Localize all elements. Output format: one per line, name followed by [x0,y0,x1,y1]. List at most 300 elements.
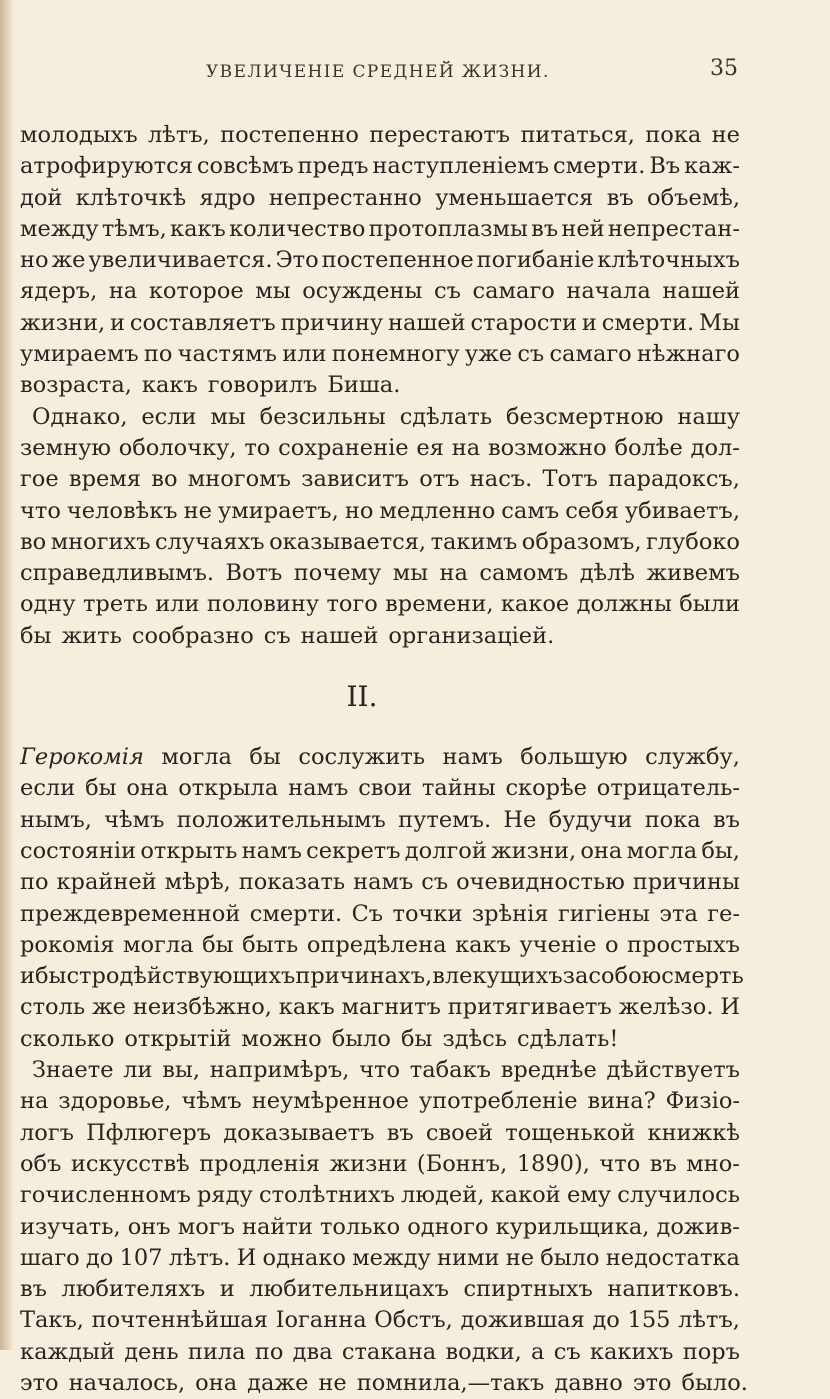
word: на [20,1088,49,1115]
word: логъ [20,1119,74,1146]
word: мы [255,278,291,305]
word: это [20,1369,59,1396]
text-line [20,1180,740,1211]
word: если [141,403,197,430]
word: и [219,1276,235,1303]
word: ними [437,1244,500,1271]
word: въ [606,184,634,211]
text-line [20,1086,740,1117]
word: ядеръ, [20,278,98,305]
word: Не [503,806,537,833]
word: объемѣ, [647,184,740,211]
word: питаться, [520,122,635,148]
word: какой [490,1182,561,1209]
italic-term: Герокомія [20,744,144,771]
word: рокомія [20,931,115,958]
word: что [20,497,61,524]
word: треть [82,591,148,618]
word: онъ [127,1213,171,1240]
word: притягиваетъ [447,994,612,1021]
word: на [451,434,481,461]
word: постепенное [321,247,474,274]
word: 1890), [516,1150,590,1177]
word: не [183,497,212,524]
word: изучать, [20,1213,121,1240]
text-line [20,370,740,401]
text-line [20,183,740,214]
word: мно- [686,1150,740,1177]
word: Такъ, [20,1307,84,1334]
word: непрестан- [607,215,740,242]
word: по [20,869,49,896]
word: уже [464,341,513,368]
word: Знаете [32,1057,114,1084]
word: самаго [472,278,555,305]
word: то [244,434,271,461]
word: сдѣлать [399,403,493,430]
word: (Боннъ, [416,1150,508,1177]
word: нымъ, [20,806,92,833]
word: стакана [341,1338,437,1365]
word: возможно [487,434,607,461]
text-line [20,308,740,339]
word: же [51,247,86,274]
word: могла [161,744,232,771]
word: вина? [587,1088,656,1115]
word: живемъ [646,560,740,587]
word: тощенькой [505,1119,636,1146]
word: по [143,341,173,368]
word: или [282,341,327,368]
word: Обстъ, [374,1307,453,1334]
text-line [20,742,740,773]
word: опредѣлена [306,931,447,958]
word: въ [531,215,559,242]
word: дѣлѣ [579,560,635,587]
word: бы [20,622,52,649]
word: скорѣе [505,775,587,802]
word: какъ [455,931,511,958]
word: службу, [645,744,740,771]
word: Тотъ [542,466,598,493]
word: бы [400,1025,433,1052]
word: бы [85,775,117,802]
word: лѣтъ, [678,1307,740,1334]
word: въ [713,806,740,833]
word: курильщика, [495,1213,650,1240]
word: о [604,931,619,958]
word: но [20,247,49,274]
word: только [319,1213,401,1240]
word: неизбѣжно, [132,994,272,1021]
word: нашей [300,622,379,649]
word: употребленіе [418,1088,578,1115]
word: любителяхъ [61,1276,206,1303]
word: шаго [20,1244,80,1271]
word: какъ [141,372,198,399]
word: болѣе [614,434,683,461]
word: предъ [297,153,369,180]
word: понемногу [331,341,460,368]
word: которое [148,278,244,305]
word: поръ [682,1338,740,1365]
word: табакъ [409,1057,491,1084]
text-line [20,992,740,1023]
text-line [20,1212,740,1243]
word: непрестанно [268,184,422,211]
word: найти [242,1213,313,1240]
text-line [20,930,740,961]
word: быть [242,931,299,958]
word: съ [434,278,461,305]
word: какихъ [589,1338,674,1365]
word: образомъ, [521,528,642,555]
word: дол- [690,434,740,461]
word: а [531,1338,545,1365]
word: не [711,122,740,148]
text-line [20,1149,740,1180]
word: съ [263,622,291,649]
word: начала [566,278,651,305]
word: съ [517,341,545,368]
word: точки [392,900,463,927]
word: напитковъ. [607,1276,740,1303]
word: Въ [649,153,681,180]
word: каждый [20,1338,115,1365]
word: Физіо- [665,1088,740,1115]
word: смерти. [553,153,646,180]
word: магнитъ [341,994,441,1021]
word: самаго [549,341,632,368]
word: гочисленномъ [20,1182,191,1209]
word: съ [553,1338,581,1365]
word: ли [123,1057,153,1084]
word: до [85,1244,114,1271]
word: и [110,309,125,336]
word: умираемъ [20,341,139,368]
word: половину [206,591,320,618]
text-line [20,276,740,307]
text-line [20,1274,740,1305]
word: собою [588,963,662,990]
word: одну [20,591,76,618]
word: столь [20,994,86,1021]
word: сдѣлать! [517,1025,619,1052]
text-line [20,120,740,151]
word: открытій [124,1025,232,1052]
word: глубоко [645,528,740,555]
word: лѣтъ, [148,122,210,148]
word: или [155,591,200,618]
word: давно [554,1369,623,1396]
word: здоровье, [58,1088,172,1115]
word: справедливымъ. [20,560,215,587]
text-line [20,773,740,804]
word: желѣзо. [618,994,714,1021]
word: бы [249,744,281,771]
word: было [331,1025,391,1052]
text-line [20,558,740,589]
word: пила [187,1338,246,1365]
word: во [151,466,178,493]
word: недостатка [605,1244,740,1271]
word: оболочку, [118,434,237,461]
word: осуждены [302,278,423,305]
word: въ [386,1119,414,1146]
word: сохраненіе [278,434,409,461]
word: клѣточныхъ [597,247,740,274]
text-line [20,836,740,867]
word: не [318,1369,347,1396]
text-line [20,151,740,182]
word: совсѣмъ [196,153,294,180]
text-line [20,621,740,652]
word: на [439,560,468,587]
word: ядро [199,184,256,211]
paragraph-4 [20,1055,748,1399]
word: зависитъ [301,466,409,493]
paragraph-2 [20,402,740,652]
page-header [20,54,740,90]
word: нашей [662,278,740,305]
word: намъ [353,869,414,896]
word: Іоганна [275,1307,367,1334]
word: она [195,1369,238,1396]
word: же [91,994,126,1021]
word: уменьшается [435,184,594,211]
word: намъ [442,744,503,771]
word: мы [392,560,429,587]
word: дожившая [460,1307,585,1334]
text-line [20,805,740,836]
text-line [20,1337,740,1368]
word: могла [123,931,194,958]
word: нѣжнаго [636,341,740,368]
word: такимъ [430,528,518,555]
word: тайны [421,775,496,802]
word: напримѣръ, [209,1057,350,1084]
word: что [599,1150,641,1177]
word: сколько [20,1025,115,1052]
word: чѣмъ [104,806,165,833]
word: человѣкъ [66,497,178,524]
word: во [20,528,47,555]
word: Вотъ [225,560,283,587]
word: показать [238,869,346,896]
text-line [20,1305,740,1336]
word: оказывается, [269,528,427,555]
word: 155 [627,1307,671,1334]
word: случаяхъ [155,528,265,555]
word: это [632,1369,672,1396]
word: помнила,—такъ [356,1369,545,1396]
word: большую [520,744,628,771]
word: протоплазмы [368,215,528,242]
word: молодыхъ [20,122,138,148]
word: ге- [707,900,740,927]
text-line [20,464,740,495]
word: жизни [329,1150,408,1177]
word: многомъ [187,466,291,493]
word: можно [241,1025,322,1052]
word: она [126,775,169,802]
text-line [20,433,740,464]
text-line [20,961,744,992]
text-line [20,214,740,245]
word: времени, [385,591,494,618]
word: гое [20,466,59,493]
text-line [20,589,740,620]
text-line [20,1055,740,1086]
word: умираетъ, [217,497,339,524]
word: лѣтъ. [168,1244,231,1271]
text-line [20,1243,740,1274]
word: но [344,497,374,524]
word: дѣйствуетъ [606,1057,740,1084]
page-number: 35 [710,56,738,81]
text-line [20,1118,740,1149]
word: между [352,1244,431,1271]
word: искусствѣ [70,1150,190,1177]
word: отъ [419,466,460,493]
word: положительнымъ [176,806,386,833]
word: день [124,1338,179,1365]
word: нашу [677,403,740,430]
word: причины [632,869,740,896]
word: ряду [197,1182,253,1209]
word: земную [20,434,111,461]
word: парадоксъ, [608,466,740,493]
word: будучи [548,806,633,833]
word: пока [645,122,702,148]
section-heading: II. [346,680,378,714]
word: одного [407,1213,489,1240]
word: того [326,591,378,618]
word: наступленіемъ [372,153,550,180]
word: если [20,775,76,802]
word: долгой [404,837,487,864]
word: какъ [170,215,226,242]
running-title: УВЕЛИЧЕНІЕ СРЕДНЕЙ ЖИЗНИ. [206,62,550,82]
text-line [20,496,740,527]
word: гигіены [557,900,650,927]
word: Мы [699,309,740,336]
word: водки, [445,1338,522,1365]
word: жизни, [491,837,577,864]
word: даже [247,1369,309,1396]
text-line [20,339,740,370]
word: жизни, [20,309,106,336]
word: дой [20,184,63,211]
paragraph-continued [20,120,740,402]
word: могъ [177,1213,235,1240]
word: говорилъ [207,372,318,399]
word: открыла [178,775,279,802]
word: состояніи [20,837,137,864]
word: Съ [351,900,384,927]
word: смерти. [249,900,343,927]
word: возраста, [20,372,132,399]
paragraph-3-lines [20,773,744,1055]
word: ему [566,1182,611,1209]
word: себя [565,497,619,524]
word: доказываетъ [223,1119,375,1146]
word: старости [470,309,577,336]
word: атрофируются [20,153,193,180]
text-line [20,1024,740,1055]
word: бы, [701,837,740,864]
word: крайней [56,869,157,896]
word: количество [229,215,366,242]
word: каж- [684,153,740,180]
text-line [20,402,740,433]
word: организаціей. [388,622,555,649]
text-line [20,1368,748,1399]
word: простыхъ [627,931,740,958]
word: мѣрѣ, [164,869,231,896]
word: ней [561,215,605,242]
word: не [505,1244,535,1271]
word: что [359,1057,401,1084]
word: преждевременной [20,900,241,927]
word: сообразно [131,622,254,649]
word: безсмертною [505,403,664,430]
word: Биша. [327,372,401,399]
word: быстродѣйствующихъ [35,963,296,990]
book-page [20,0,820,1396]
word: здѣсь [442,1025,507,1052]
word: были [679,591,740,618]
word: перестаютъ [369,122,511,148]
word: жить [61,622,122,649]
word: неумѣренное [251,1088,409,1115]
word: путемъ. [398,806,492,833]
word: самомъ [479,560,569,587]
word: было [540,1244,600,1271]
word: 107 [119,1244,163,1271]
word: зрѣнія [471,900,549,927]
word: бы [202,931,234,958]
word: тѣмъ, [101,215,167,242]
word: до [592,1307,620,1334]
word: Однако, [32,403,128,430]
paragraph-3 [20,742,744,1055]
word: случилось [617,1182,740,1209]
word: И [720,994,740,1021]
word: клѣточкѣ [75,184,187,211]
word: ученіе [519,931,597,958]
word: частямъ [177,341,277,368]
word: два [292,1338,333,1365]
word: людей, [401,1182,485,1209]
page-text [20,120,748,1399]
text-line [20,899,740,930]
word: спиртныхъ [463,1276,593,1303]
word: нашей [387,309,466,336]
word: причину [280,309,384,336]
word: сослужить [298,744,426,771]
word: Это [275,247,319,274]
word: однако [262,1244,346,1271]
word: Пфлюгеръ [86,1119,212,1146]
word: секретъ [306,837,401,864]
word: съ [421,869,449,896]
word: объ [20,1150,62,1177]
word: между [20,215,99,242]
word: столѣтнихъ [258,1182,395,1209]
word: по [254,1338,284,1365]
book-spine-shadow [0,0,14,1350]
